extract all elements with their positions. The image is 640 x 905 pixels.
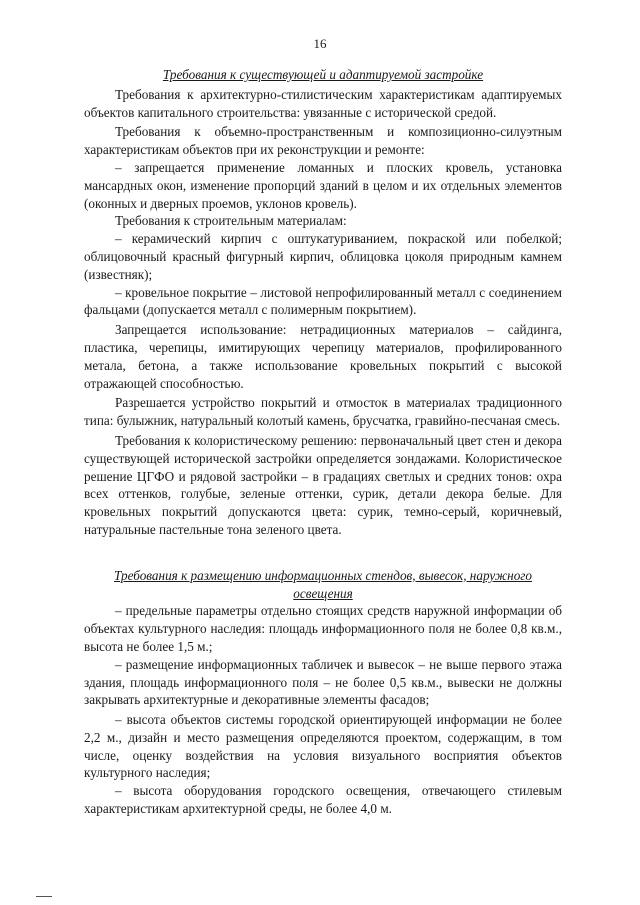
paragraph: Требования к строительным материалам: — [115, 213, 347, 229]
paragraph: Требования к объемно-пространственным и композиционно-силуэтным характеристикам объектов при их реконструкции и ремонте: — [84, 124, 562, 158]
list-item: – предельные параметры отдельно стоящих средств наружной информации об объектах культурного наследия: площадь информационного поля не более 0,8 кв.м., высота не более 1,5 м.; — [84, 603, 562, 654]
list-item: – керамический кирпич с оштукатуриванием, покраской или побелкой; облицовочный красный фигурный кирпич, облицовка цоколя природным камнем (известняк); — [84, 231, 562, 282]
section-heading-signage: Требования к размещению информационных стендов, вывесок, наружного освещения — [113, 567, 533, 601]
list-item: – кровельное покрытие – листовой непрофилированный металл с соединением фальцами (допускается металл с полимерным покрытием). — [84, 284, 562, 318]
paragraph: Запрещается использование: нетрадиционных материалов – сайдинга, пластика, черепицы, имитирующих черепицу материалов, профилированного метала, бетона, а также использование кровельных покрытий с высокой отражающей способностью. — [84, 322, 562, 391]
page-number: 16 — [313, 36, 327, 51]
paragraph: Разрешается устройство покрытий и отмосток в материалах традиционного типа: булыжник, натуральный колотый камень, брусчатка, гравийно-песчаная смесь. — [84, 395, 562, 429]
section-heading-existing-buildings: Требования к существующей и адаптируемой застройке — [162, 67, 484, 82]
paragraph: Требования к архитектурно-стилистическим характеристикам адаптируемых объектов капитального строительства: увязанные с исторической средой. — [84, 86, 562, 120]
document-body — [84, 66, 562, 818]
paragraph: Требования к колористическому решению: первоначальный цвет стен и декора существующей исторической застройки определяется зондажами. Колористическое решение ЦГФО и рядовой застройки – в градациях светлых и средних тонов: охра всех оттенков, голубые, зеленые оттенки, сурик, детали декора белые. Для кровельных покрытий допускаются цвета: сурик, темно-серый, коричневый, натуральные пастельные тона зеленого цвета. — [84, 432, 562, 537]
list-item: – высота объектов системы городской ориентирующей информации не более 2,2 м., дизайн и место размещения определяются проектом, содержащим, в том числе, оценку воздействия на условия визуального восприятия объектов культурного наследия; — [84, 712, 562, 781]
list-item: – высота оборудования городского освещения, отвечающего стилевым характеристикам архитектурной среды, не более 4,0 м. — [84, 783, 562, 817]
page-corner-mark — [36, 896, 52, 897]
list-item: – запрещается применение ломанных и плоских кровель, установка мансардных окон, изменение пропорций зданий в целом и их отдельных элементов (оконных и дверных проемов, уклонов кровель). — [84, 159, 562, 211]
list-item: – размещение информационных табличек и вывесок – не выше первого этажа здания, площадь информационного поля – не более 0,5 кв.м., вывески не должны закрывать архитектурные и декоративные элементы фасадов; — [84, 656, 562, 708]
